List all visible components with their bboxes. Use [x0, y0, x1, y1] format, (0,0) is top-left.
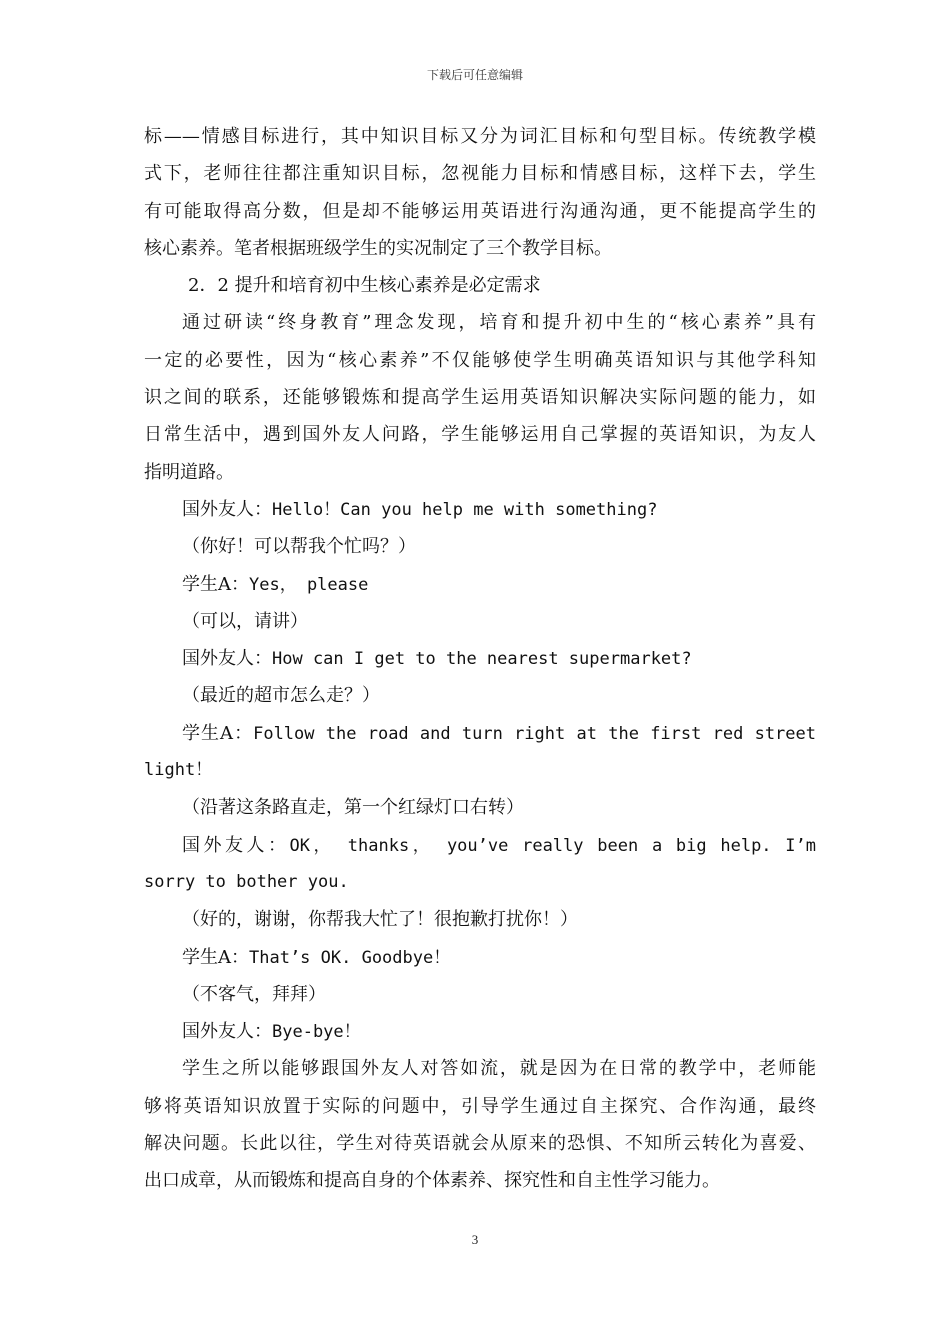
- paragraph-line: 识之间的联系，还能够锻炼和提高学生运用英语知识解决实际问题的能力，如: [144, 387, 816, 409]
- paragraph-line: 出口成章，从而锻炼和提高自身的个体素养、探究性和自主性学习能力。: [144, 1170, 720, 1192]
- dialogue-text: Hello！Can you help me with something?: [272, 499, 658, 520]
- dialogue-continuation: light！: [144, 760, 213, 781]
- paragraph-line: 一定的必要性，因为“核心素养”不仅能够使学生明确英语知识与其他学科知: [144, 349, 816, 371]
- dialogue-translation: （最近的超市怎么走？）: [182, 685, 380, 707]
- paragraph-line: 指明道路。: [144, 461, 234, 483]
- dialogue-translation: （不客气，拜拜）: [182, 983, 326, 1005]
- dialogue-text: Yes， please: [249, 574, 369, 595]
- dialogue-line: [144, 1013, 816, 1050]
- dialogue-speaker: 学生A：: [182, 946, 249, 968]
- dialogue-translation: （你好！可以帮我个忙吗？）: [182, 536, 416, 558]
- dialogue-translation: （沿著这条路直走，第一个红绿灯口右转）: [182, 797, 524, 819]
- section-heading: 2．2 提升和培育初中生核心素养是必定需求: [188, 275, 541, 297]
- dialogue-translation: （好的，谢谢，你帮我大忙了！很抱歉打扰你！）: [182, 909, 578, 931]
- paragraph-line: 够将英语知识放置于实际的问题中，引导学生通过自主探究、合作沟通，最终: [144, 1095, 816, 1117]
- dialogue-speaker: 国外友人：: [182, 834, 290, 856]
- dialogue-text: That’s OK. Goodbye！: [249, 947, 451, 968]
- paragraph-line: 标——情感目标进行，其中知识目标又分为词汇目标和句型目标。传统教学模: [144, 126, 816, 147]
- dialogue-line: [144, 640, 816, 677]
- dialogue-line: [144, 715, 816, 752]
- paragraph-line: 有可能取得高分数，但是却不能够运用英语进行沟通沟通，更不能提高学生的: [144, 200, 816, 222]
- dialogue-speaker: 学生A：: [182, 573, 249, 595]
- dialogue-translation: （可以，请讲）: [182, 610, 308, 632]
- page-number: 3: [471, 1232, 479, 1247]
- dialogue-text: OK， thanks， you’ve really been a big help. I’m: [289, 835, 816, 856]
- dialogue-line: [144, 491, 816, 528]
- paragraph-line: 通过研读“终身教育”理念发现，培育和提升初中生的“核心素养”具有: [182, 312, 816, 334]
- dialogue-text: How can I get to the nearest supermarket?: [272, 649, 692, 670]
- paragraph-line: 学生之所以能够跟国外友人对答如流，就是因为在日常的教学中，老师能: [182, 1058, 816, 1080]
- dialogue-continuation: sorry to bother you.: [144, 871, 349, 892]
- paragraph-line: 日常生活中，遇到国外友人问路，学生能够运用自己掌握的英语知识，为友人: [144, 424, 816, 446]
- document-body: [144, 118, 816, 1200]
- dialogue-line: [144, 566, 816, 603]
- dialogue-text: Follow the road and turn right at the first red street: [253, 723, 816, 744]
- dialogue-speaker: 学生A：: [182, 722, 254, 744]
- paragraph-line: 核心素养。笔者根据班级学生的实况制定了三个教学目标。: [144, 237, 612, 259]
- paragraph-line: 式下，老师往往都注重知识目标，忽视能力目标和情感目标，这样下去，学生: [144, 163, 816, 185]
- dialogue-line: [144, 939, 816, 976]
- page-header: 下载后可任意编辑: [426, 68, 523, 82]
- dialogue-speaker: 国外友人：: [182, 1021, 272, 1043]
- dialogue-text: Bye-bye！: [272, 1022, 361, 1043]
- paragraph-line: 解决问题。长此以往，学生对待英语就会从原来的恐惧、不知所云转化为喜爱、: [144, 1133, 816, 1155]
- dialogue-speaker: 国外友人：: [182, 648, 272, 670]
- dialogue-speaker: 国外友人：: [182, 498, 272, 520]
- dialogue-line: [144, 827, 816, 864]
